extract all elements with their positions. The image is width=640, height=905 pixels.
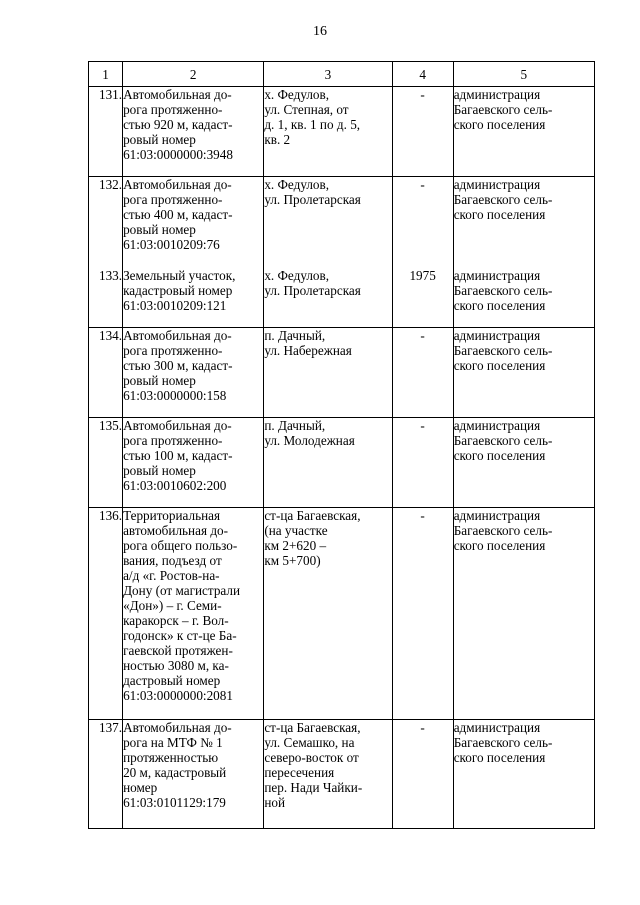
table-row bbox=[89, 87, 595, 177]
object-description: Автомобильная до- рога протяженно- стью 400 м, кадаст- ровый номер 61:03:0010209:76 bbox=[123, 177, 264, 268]
object-year: - bbox=[392, 720, 453, 829]
table-row bbox=[89, 720, 595, 829]
object-location: х. Федулов, ул. Степная, от д. 1, кв. 1 по д. 5, кв. 2 bbox=[264, 87, 392, 177]
column-header-1: 1 bbox=[89, 62, 123, 87]
row-number: 137. bbox=[89, 720, 123, 829]
object-location: х. Федулов, ул. Пролетарская bbox=[264, 177, 392, 268]
object-location: х. Федулов, ул. Пролетарская bbox=[264, 268, 392, 328]
object-year: - bbox=[392, 328, 453, 418]
object-location: ст-ца Багаевская, (на участке км 2+620 – км 5+700) bbox=[264, 508, 392, 720]
table-header bbox=[89, 62, 595, 87]
page-number: 16 bbox=[313, 24, 327, 39]
property-registry-table bbox=[88, 61, 595, 829]
row-number: 136. bbox=[89, 508, 123, 720]
row-number: 134. bbox=[89, 328, 123, 418]
column-header-4: 4 bbox=[392, 62, 453, 87]
row-number: 132. bbox=[89, 177, 123, 268]
object-description: Автомобильная до- рога на МТФ № 1 протяженностью 20 м, кадастровый номер 61:03:0101129:179 bbox=[123, 720, 264, 829]
object-description: Территориальная автомобильная до- рога общего пользо- вания, подъезд от а/д «г. Ростов-на- Дону (от магистрали «Дон») – г. Семи- каракорск – г. Вол- годонск» к ст-це Ба- гаевской протяжен- ностью 3080 м, ка- дастровый номер 61:03:0000000:2081 bbox=[123, 508, 264, 720]
object-year: - bbox=[392, 177, 453, 268]
object-location: п. Дачный, ул. Набережная bbox=[264, 328, 392, 418]
object-holder: администрация Багаевского сель- ского поселения bbox=[453, 177, 594, 268]
object-location: ст-ца Багаевская, ул. Семашко, на северо-восток от пересечения пер. Нади Чайки- ной bbox=[264, 720, 392, 829]
object-description: Автомобильная до- рога протяженно- стью 300 м, кадаст- ровый номер 61:03:0000000:158 bbox=[123, 328, 264, 418]
object-holder: администрация Багаевского сель- ского поселения bbox=[453, 268, 594, 328]
object-location: п. Дачный, ул. Молодежная bbox=[264, 418, 392, 508]
row-number: 135. bbox=[89, 418, 123, 508]
object-holder: администрация Багаевского сель- ского поселения bbox=[453, 418, 594, 508]
column-header-5: 5 bbox=[453, 62, 594, 87]
column-header-2: 2 bbox=[123, 62, 264, 87]
object-year: 1975 bbox=[392, 268, 453, 328]
object-year: - bbox=[392, 418, 453, 508]
object-year: - bbox=[392, 508, 453, 720]
table-body bbox=[89, 87, 595, 829]
object-holder: администрация Багаевского сель- ского поселения bbox=[453, 720, 594, 829]
object-holder: администрация Багаевского сель- ского поселения bbox=[453, 87, 594, 177]
object-description: Земельный участок, кадастровый номер 61:03:0010209:121 bbox=[123, 268, 264, 328]
header-row bbox=[89, 62, 595, 87]
row-number: 133. bbox=[89, 268, 123, 328]
object-holder: администрация Багаевского сель- ского поселения bbox=[453, 328, 594, 418]
table-row bbox=[89, 328, 595, 418]
table-row bbox=[89, 418, 595, 508]
row-number: 131. bbox=[89, 87, 123, 177]
column-header-3: 3 bbox=[264, 62, 392, 87]
table-row bbox=[89, 177, 595, 268]
object-description: Автомобильная до- рога протяженно- стью 920 м, кадаст- ровый номер 61:03:0000000:3948 bbox=[123, 87, 264, 177]
object-year: - bbox=[392, 87, 453, 177]
table-row bbox=[89, 268, 595, 328]
table-row bbox=[89, 508, 595, 720]
object-holder: администрация Багаевского сель- ского поселения bbox=[453, 508, 594, 720]
object-description: Автомобильная до- рога протяженно- стью 100 м, кадаст- ровый номер 61:03:0010602:200 bbox=[123, 418, 264, 508]
